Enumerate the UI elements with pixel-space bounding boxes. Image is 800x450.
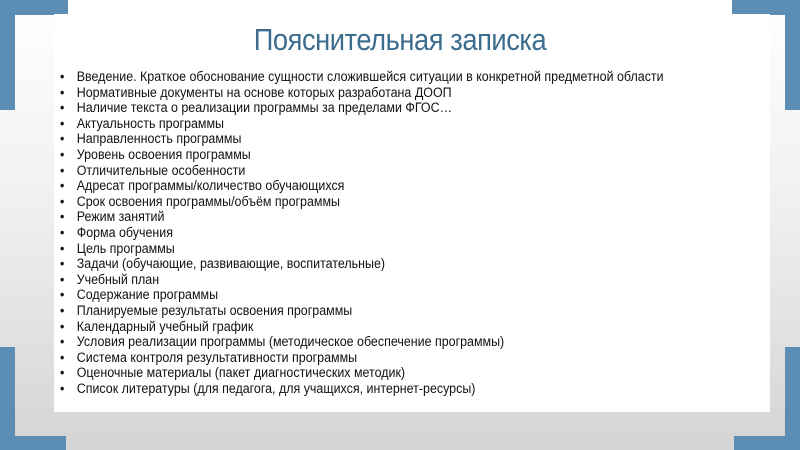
list-item: • Система контроля результативности программы xyxy=(60,350,664,366)
list-item: • Нормативные документы на основе которых разработана ДООП xyxy=(60,85,664,101)
list-item: • Направленность программы xyxy=(60,131,664,147)
list-item: • Актуальность программы xyxy=(60,116,664,132)
bullet-list xyxy=(60,69,664,396)
list-item: • Задачи (обучающие, развивающие, воспитательные) xyxy=(60,256,664,272)
list-item: • Адресат программы/количество обучающихся xyxy=(60,178,664,194)
list-item: • Учебный план xyxy=(60,272,664,288)
slide-title: Пояснительная записка xyxy=(253,22,547,57)
list-item: • Срок освоения программы/объём программы xyxy=(60,194,664,210)
corner-decoration-top-left-bar xyxy=(0,0,15,110)
list-item: • Форма обучения xyxy=(60,225,664,241)
list-item: • Режим занятий xyxy=(60,209,664,225)
list-item: • Отличительные особенности xyxy=(60,163,664,179)
corner-decoration-bottom-right-bar xyxy=(785,347,800,450)
list-item: • Уровень освоения программы xyxy=(60,147,664,163)
list-item: • Планируемые результаты освоения программы xyxy=(60,303,664,319)
list-item: • Наличие текста о реализации программы за пределами ФГОС… xyxy=(60,100,664,116)
list-item: • Список литературы (для педагога, для учащихся, интернет-ресурсы) xyxy=(60,381,664,397)
list-item: • Цель программы xyxy=(60,241,664,257)
list-item: • Содержание программы xyxy=(60,287,664,303)
list-item: • Введение. Краткое обоснование сущности сложившейся ситуации в конкретной предметной области xyxy=(60,69,664,85)
list-item: • Оценочные материалы (пакет диагностических методик) xyxy=(60,365,664,381)
corner-decoration-top-right-bar xyxy=(785,0,800,110)
corner-decoration-bottom-left-bar xyxy=(0,347,15,450)
list-item: • Календарный учебный график xyxy=(60,319,664,335)
list-item: • Условия реализации программы (методическое обеспечение программы) xyxy=(60,334,664,350)
